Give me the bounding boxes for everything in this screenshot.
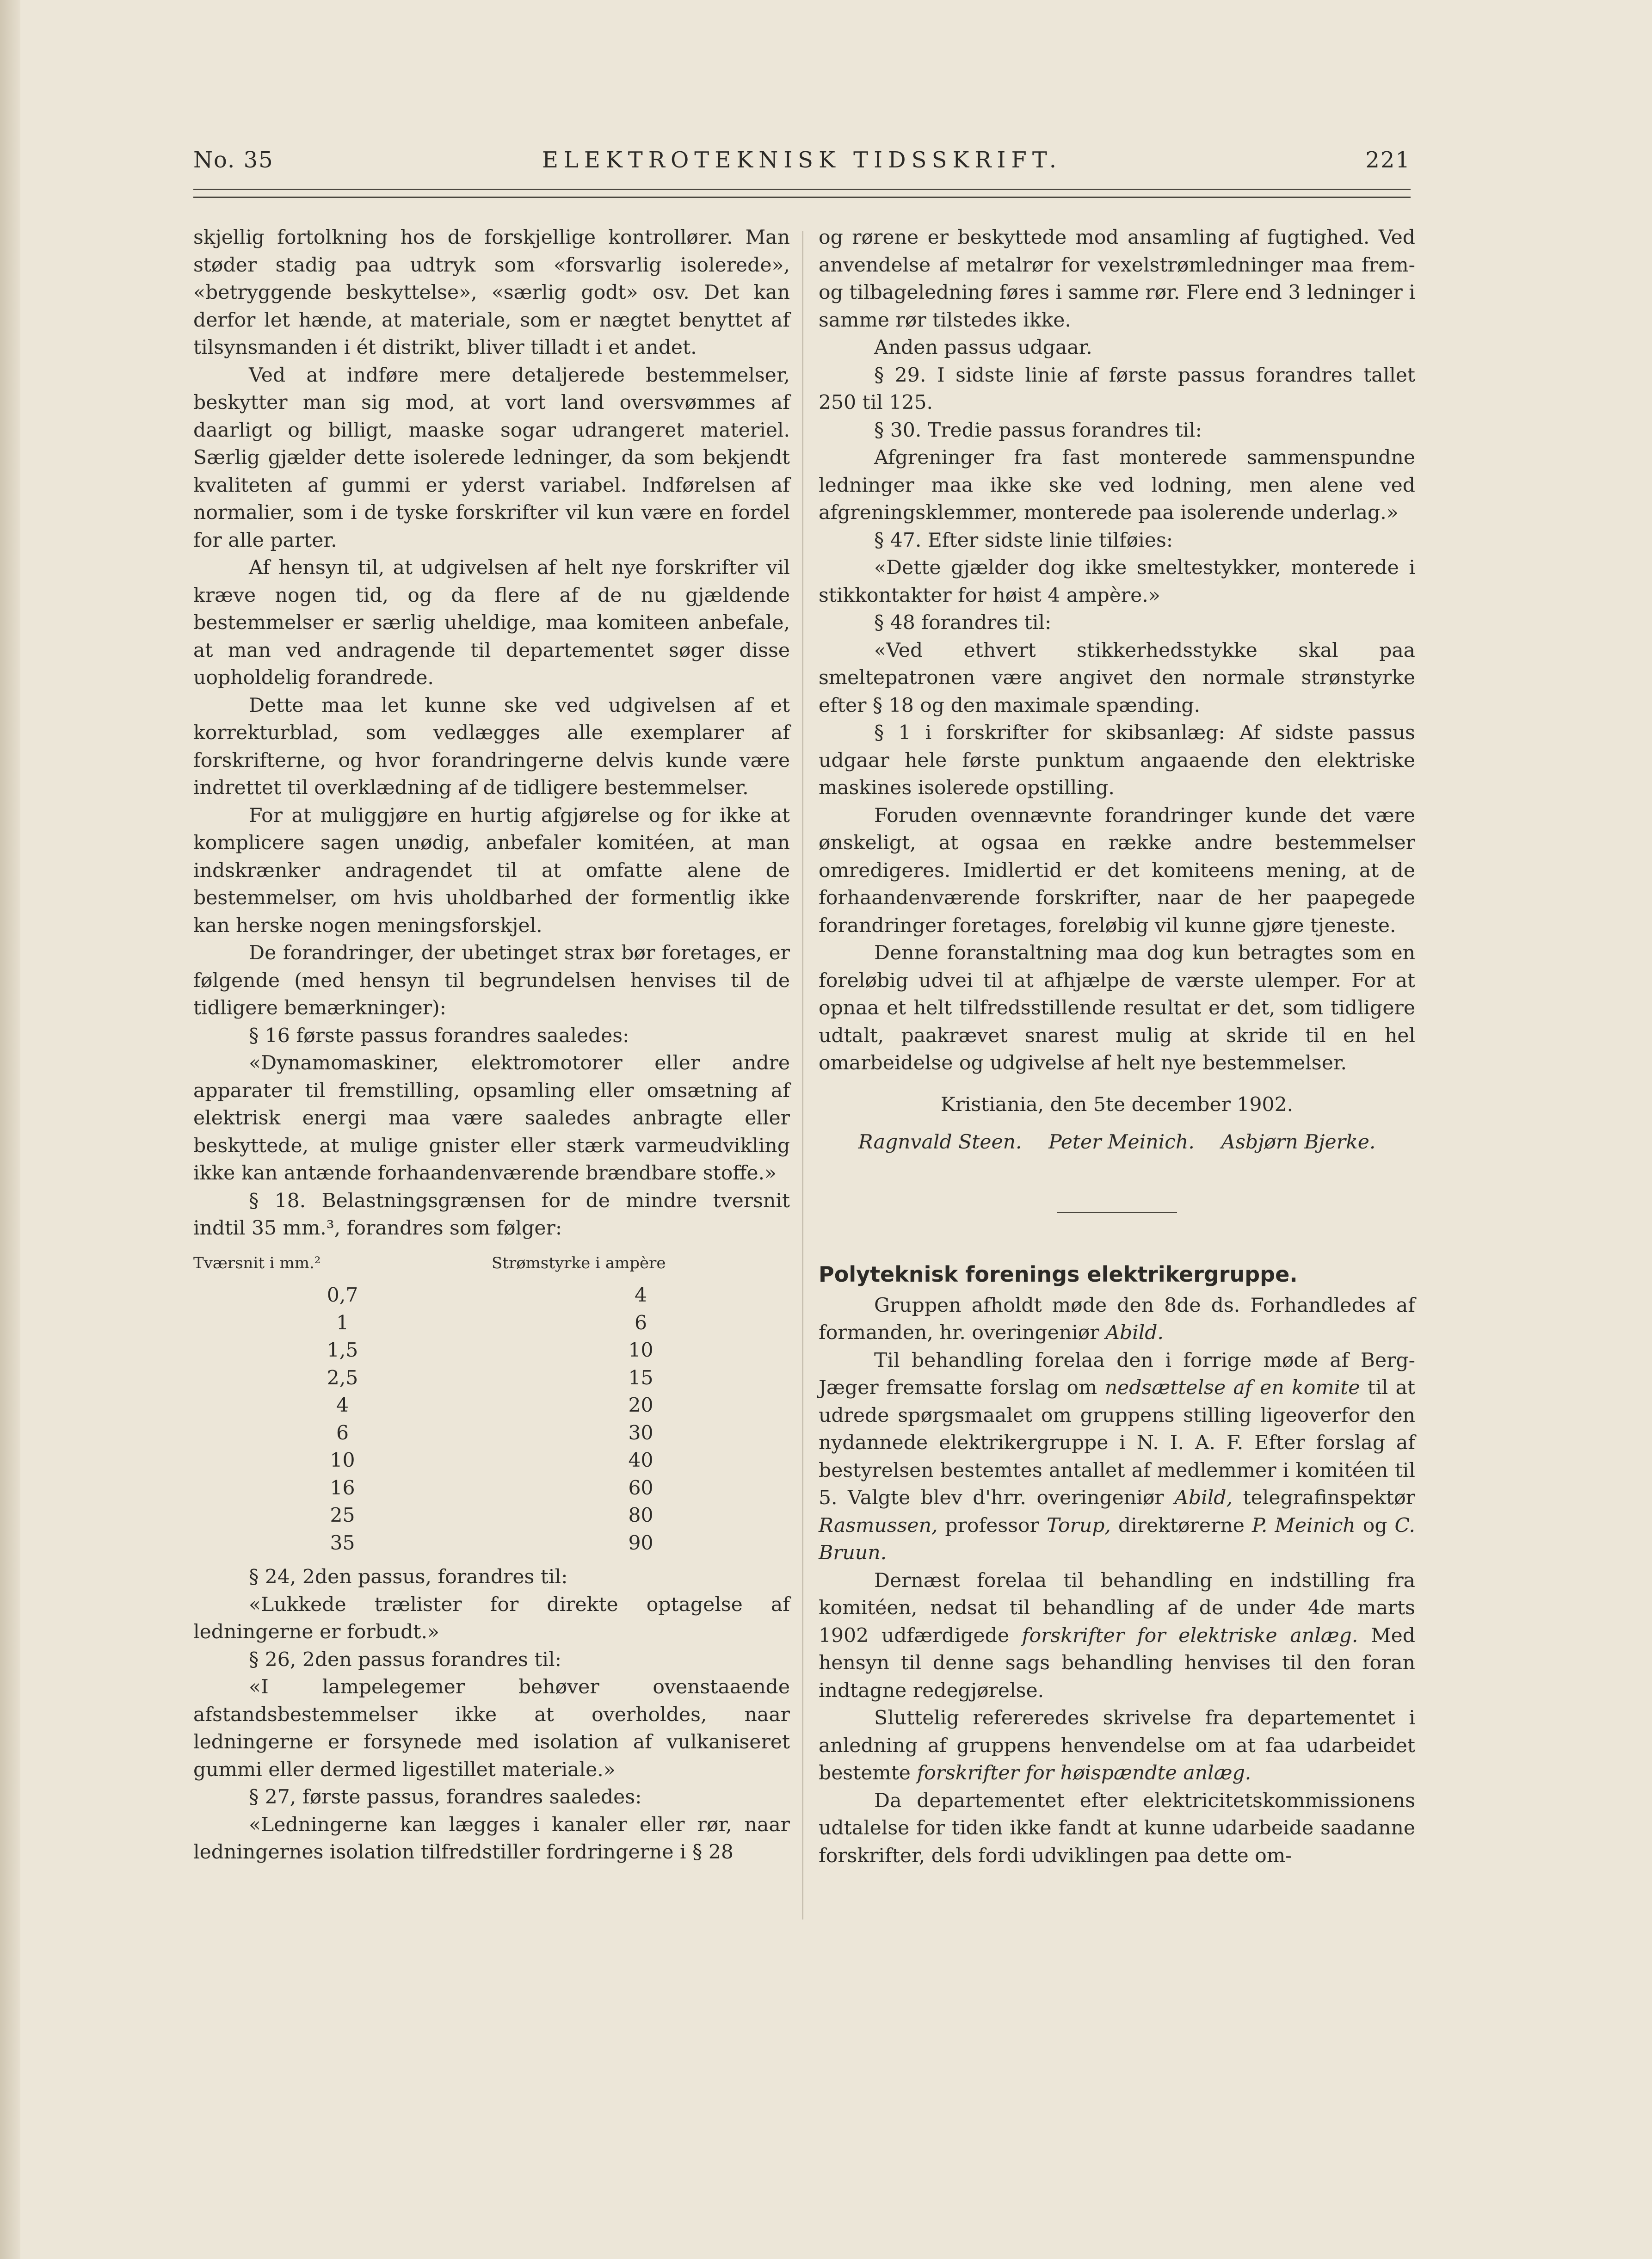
table-cell: 10 xyxy=(628,1339,653,1362)
text-run: Dernæst forelaa til behandling en indstilling fra komitéen, nedsat til behandling af de under 4de marts 1902 udfærdigede xyxy=(819,1569,1415,1647)
journal-title: ELEKTROTEKNISK TIDSSKRIFT. xyxy=(542,147,1062,173)
paragraph xyxy=(819,1567,1415,1705)
paragraph: Denne foranstaltning maa dog kun betragtes som en foreløbig udvei til at afhjælpe de værste ulemper. For at opnaa et helt tilfredsstillende resultat er det, som tidligere udtalt, paakrævet snarest mulig at skride til en hel omarbeidelse og udgivelse af helt nye bestemmelser. xyxy=(819,942,1415,1074)
table-cell: 80 xyxy=(628,1504,653,1527)
paragraph: «Ledningerne kan lægges i kanaler eller rør, naar ledningernes isolation tilfredstiller fordringerne i § 28 xyxy=(193,1813,790,1864)
text-run: og xyxy=(1355,1514,1395,1537)
signature: Asbjørn Bjerke. xyxy=(1221,1131,1376,1154)
header-double-rule xyxy=(193,189,1411,198)
table-row xyxy=(193,1337,790,1364)
paragraph: Dette maa let kunne ske ved udgivelsen af et korrekturblad, som vedlægges alle exemplarer af forskrifterne, og hvor forandringerne delvis kunde være indrettet til overklædning af de tidligere bestemmelser. xyxy=(193,694,790,799)
table-row xyxy=(193,1420,790,1447)
paragraph: § 29. I sidste linie af første passus forandres tallet 250 til 125. xyxy=(819,364,1415,414)
person-name: Torup, xyxy=(1046,1514,1111,1537)
person-name: P. Meinich xyxy=(1251,1514,1356,1537)
table-row xyxy=(193,1447,790,1475)
paragraph: «Ved ethvert stikkerhedsstykke skal paa smeltepatronen være angivet den normale strønstyrke efter § 18 og den maximale spænding. xyxy=(819,639,1415,717)
table-cell: 20 xyxy=(628,1394,653,1417)
emphasis: nedsættelse af en komite xyxy=(1104,1376,1360,1399)
table-header-current: Strømstyrke i ampère xyxy=(492,1253,666,1272)
paragraph: Af hensyn til, at udgivelsen af helt nye forskrifter vil kræve nogen tid, og da flere af de nu gjældende bestemmelser er særlig uheldige, maa komiteen anbefale, at man ved andragende til departementet søger disse uopholdelig forandrede. xyxy=(193,556,790,689)
page-binding-edge xyxy=(0,0,20,2259)
paragraph: Ved at indføre mere detaljerede bestemmelser, beskytter man sig mod, at vort land oversvømmes af daarligt og billigt, maaske sogar udrangeret materiel. Særlig gjælder dette isolerede ledninger, da som bekjendt kvaliteten af gummi er yderst variabel. Indførelsen af normalier, som i de tyske forskrifter vil kun være en fordel for alle parter. xyxy=(193,364,790,552)
paragraph: Afgreninger fra fast monterede sammenspundne ledninger maa ikke ske ved lodning, men alene ved afgreningsklemmer, monterede paa isolerende underlag.» xyxy=(819,446,1415,524)
signature: Peter Meinich. xyxy=(1048,1131,1195,1154)
paragraph: § 16 første passus forandres saaledes: xyxy=(249,1024,629,1047)
table-cell: 4 xyxy=(634,1284,647,1307)
column-divider xyxy=(802,231,803,1920)
text-run: Med hensyn til denne sags behandling henvises til den foran indtagne redegjørelse. xyxy=(819,1624,1416,1702)
paragraph: Da departementet efter elektricitetskommissionens udtalelse for tiden ikke fandt at kunne udarbeide saadanne forskrifter, dels fordi udviklingen paa dette om- xyxy=(819,1789,1415,1867)
person-name: C. Bruun. xyxy=(819,1514,1416,1564)
paragraph: «Lukkede trælister for direkte optagelse af ledningerne er forbudt.» xyxy=(193,1593,790,1643)
issue-number: No. 35 xyxy=(193,147,274,173)
load-limit-table xyxy=(193,1246,790,1557)
text-run: Sluttelig refereredes skrivelse fra departementet i anledning af gruppens henvendelse om at faa udarbeidet bestemte xyxy=(819,1707,1415,1784)
table-cell: 2,5 xyxy=(327,1366,358,1389)
section-divider xyxy=(1057,1212,1177,1213)
paragraph: § 47. Efter sidste linie tilføies: xyxy=(874,529,1173,552)
text-run: Gruppen afholdt møde den 8de ds. Forhandledes af formanden, hr. overingeniør xyxy=(819,1294,1415,1344)
section-heading: Polyteknisk forenings elektrikergruppe. xyxy=(819,1261,1298,1287)
table-cell: 6 xyxy=(336,1421,349,1444)
table-row xyxy=(193,1530,790,1557)
person-name: Rasmussen, xyxy=(819,1514,938,1537)
table-row xyxy=(193,1282,790,1309)
paragraph: § 24, 2den passus, forandres til: xyxy=(249,1566,568,1588)
paragraph: Foruden ovennævnte forandringer kunde det være ønskeligt, at ogsaa en række andre bestemmelser omredigeres. Imidlertid er det komiteens mening, at de forhaandenværende forskrifter, naar de her paapegede forandringer foretages, foreløbig vil kunne gjøre tjeneste. xyxy=(819,804,1415,937)
table-row xyxy=(193,1309,790,1337)
table-cell: 15 xyxy=(628,1366,653,1389)
paragraph: «Dette gjælder dog ikke smeltestykker, monterede i stikkontakter for høist 4 ampère.» xyxy=(819,556,1415,607)
emphasis: forskrifter for høispændte anlæg. xyxy=(917,1762,1251,1784)
person-name: Abild, xyxy=(1174,1487,1233,1509)
right-column xyxy=(819,224,1415,1870)
paragraph: og rørene er beskyttede mod ansamling af fugtighed. Ved anvendelse af metalrør for vexelstrømledninger maa frem- og tilbageledning føres i samme rør. Flere end 3 ledninger i samme rør tilstedes ikke. xyxy=(819,226,1415,332)
paragraph: «Dynamomaskiner, elektromotorer eller andre apparater til fremstilling, opsamling eller omsætning af elektrisk energi maa være saaledes anbragte eller beskyttede, at mulige gnister eller stærk varmeudvikling ikke kan antænde forhaandenværende brændbare stoffe.» xyxy=(193,1052,790,1185)
dateline: Kristiania, den 5te december 1902. xyxy=(940,1093,1294,1116)
paragraph xyxy=(819,1704,1415,1787)
text-run: Til behandling forelaa den i forrige møde af Berg-Jæger fremsatte forslag om xyxy=(819,1349,1415,1399)
signature: Ragnvald Steen. xyxy=(858,1131,1022,1154)
person-name: Abild. xyxy=(1105,1321,1164,1344)
table-row xyxy=(193,1392,790,1420)
signatures xyxy=(819,1129,1415,1156)
left-column xyxy=(193,224,790,1866)
table-cell: 10 xyxy=(330,1449,355,1472)
emphasis: forskrifter for elektriske anlæg. xyxy=(1022,1624,1358,1647)
text-run: telegrafinspektør xyxy=(1233,1487,1415,1509)
page-number: 221 xyxy=(1365,147,1411,173)
text-run: professor xyxy=(937,1514,1047,1537)
running-header xyxy=(193,147,1411,184)
table-row xyxy=(193,1475,790,1502)
table-row xyxy=(193,1364,790,1392)
paragraph: § 1 i forskrifter for skibsanlæg: Af sidste passus udgaar hele første punktum angaaende den elektriske maskines isolerede opstilling. xyxy=(819,722,1415,799)
paragraph xyxy=(819,1292,1415,1347)
table-cell: 90 xyxy=(628,1531,653,1555)
table-cell: 4 xyxy=(336,1394,349,1417)
paragraph: skjellig fortolkning hos de forskjellige kontrollører. Man støder stadig paa udtryk som «forsvarlig isolerede», «betryggende beskyttelse», «særlig godt» osv. Det kan derfor let hænde, at materiale, som er nægtet benyttet af tilsynsmanden i ét distrikt, bliver tilladt i et andet. xyxy=(193,226,790,359)
table-cell: 30 xyxy=(628,1421,653,1444)
table-cell: 1 xyxy=(336,1311,349,1334)
paragraph: «I lampelegemer behøver ovenstaaende afstandsbestemmelser ikke at overholdes, naar ledningerne er forsynede med isolation af vulkaniseret gummi eller dermed ligestillet materiale.» xyxy=(193,1676,790,1781)
paragraph: § 18. Belastningsgrænsen for de mindre tversnit indtil 35 mm.³, forandres som følger: xyxy=(193,1189,790,1240)
text-run: direktørerne xyxy=(1110,1514,1252,1537)
table-cell: 1,5 xyxy=(327,1339,358,1362)
table-cell: 25 xyxy=(330,1504,355,1527)
paragraph: Anden passus udgaar. xyxy=(874,336,1092,359)
paragraph: § 30. Tredie passus forandres til: xyxy=(874,419,1202,442)
paragraph: De forandringer, der ubetinget strax bør foretages, er følgende (med hensyn til begrundelsen henvises til de tidligere bemærkninger): xyxy=(193,942,790,1019)
table-cell: 16 xyxy=(330,1476,355,1500)
table-header-cross-section: Tværsnit i mm.² xyxy=(193,1253,321,1272)
paragraph: § 26, 2den passus forandres til: xyxy=(249,1648,561,1671)
table-cell: 6 xyxy=(634,1311,647,1334)
table-cell: 0,7 xyxy=(327,1284,358,1307)
table-row xyxy=(193,1502,790,1530)
paragraph: § 27, første passus, forandres saaledes: xyxy=(249,1786,642,1808)
text-run: til at udrede spørgsmaalet om gruppens stilling ligeoverfor den nydannede elektrikergruppe i N. I. A. F. Efter forslag af bestyrelsen bestemtes antallet af medlemmer i komitéen til 5. Valgte blev d'hrr. overingeniør xyxy=(819,1376,1415,1509)
paragraph: § 48 forandres til: xyxy=(874,611,1052,634)
table-cell: 40 xyxy=(628,1449,653,1472)
table-cell: 60 xyxy=(628,1476,653,1500)
paragraph: For at muliggjøre en hurtig afgjørelse og for ikke at komplicere sagen unødig, anbefaler komitéen, at man indskrænker andragendet til at omfatte alene de bestemmelser, om hvis uholdbarhed der formentlig ikke kan herske nogen meningsforskjel. xyxy=(193,804,790,937)
table-cell: 35 xyxy=(330,1531,355,1555)
paragraph xyxy=(819,1347,1415,1567)
